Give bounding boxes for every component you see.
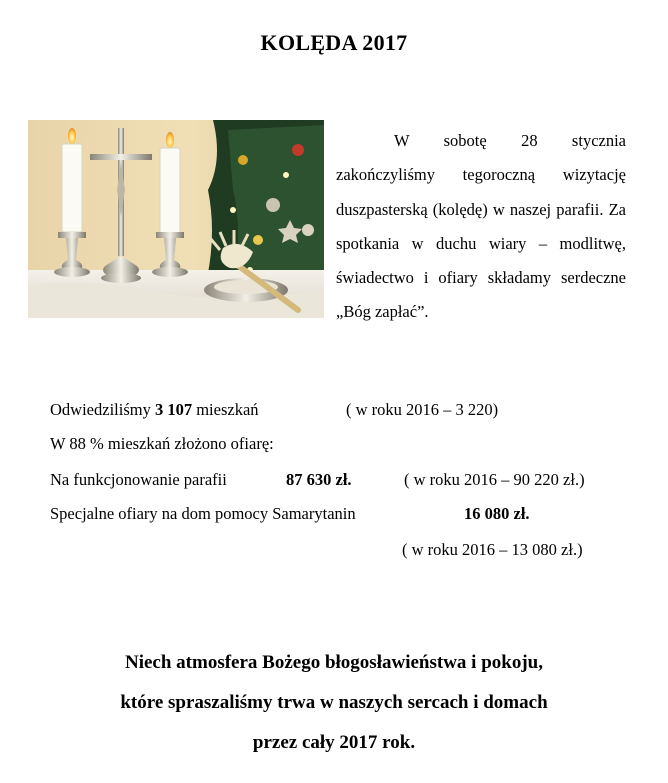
page-title: KOLĘDA 2017 — [260, 30, 408, 55]
parish-label: Na funkcjonowanie parafii — [50, 470, 227, 489]
visited-prev: ( w roku 2016 – 3 220) — [346, 400, 499, 419]
parish-value: 87 630 zł. — [286, 470, 352, 489]
special-label: Specjalne ofiary na dom pomocy Samarytanin — [50, 504, 356, 523]
kolede-photo — [28, 120, 324, 318]
closing-line-2: które spraszaliśmy trwa w naszych sercach i domach — [120, 692, 548, 713]
visited-suffix: mieszkań — [196, 400, 259, 419]
visited-value: 3 107 — [154, 400, 193, 419]
closing-line-1: Niech atmosfera Bożego błogosławieństwa i pokoju, — [125, 652, 543, 673]
offering-line: W 88 % mieszkań złożono ofiarę: — [50, 434, 274, 453]
special-value: 16 080 zł. — [464, 504, 530, 523]
intro-text: W sobotę 28 stycznia zakończyliśmy tegoroczną wizytację duszpasterską (kolędę) w naszej parafii. Za spotkania w duchu wiary – modlitwę, świadectwo i ofiary składamy serdeczne „Bóg zapłać”. — [336, 131, 626, 322]
parish-prev: ( w roku 2016 – 90 220 zł.) — [404, 470, 585, 489]
visited-row — [50, 398, 259, 422]
special-prev: ( w roku 2016 – 13 080 zł.) — [402, 540, 583, 559]
intro-paragraph — [336, 124, 626, 330]
tree-graphic — [203, 120, 324, 295]
closing-line-3: przez cały 2017 rok. — [252, 732, 416, 753]
visited-prefix: Odwiedziliśmy — [50, 400, 151, 419]
closing-blessing — [0, 643, 668, 763]
